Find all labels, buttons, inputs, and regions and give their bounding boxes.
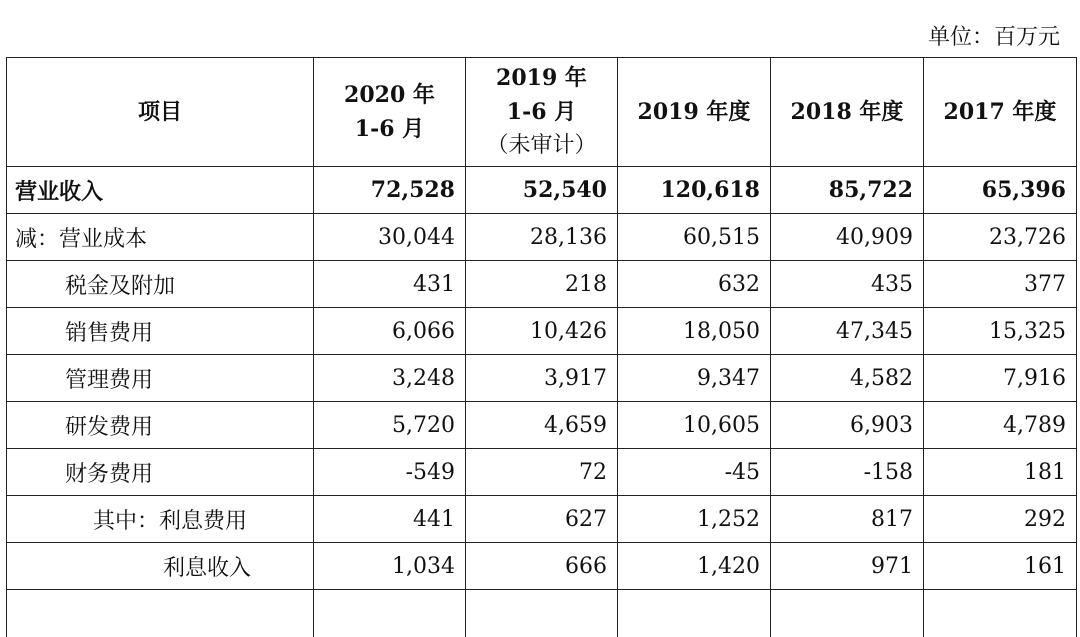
- header-2019: 2019 年度: [618, 58, 771, 167]
- empty-cell: [771, 590, 924, 637]
- cell-value: 10,426: [466, 308, 618, 355]
- empty-cell: [618, 590, 771, 637]
- cell-value: 5,720: [314, 402, 466, 449]
- cell-value: 4,659: [466, 402, 618, 449]
- cell-value: 52,540: [466, 167, 618, 214]
- cell-value: 60,515: [618, 214, 771, 261]
- cell-value: 65,396: [924, 167, 1077, 214]
- cell-value: 72: [466, 449, 618, 496]
- header-line: （未审计）: [486, 133, 597, 158]
- header-line: 2019 年: [496, 65, 587, 91]
- cell-value: 431: [314, 261, 466, 308]
- cell-value: -158: [771, 449, 924, 496]
- header-row: [7, 58, 1077, 167]
- cell-value: 28,136: [466, 214, 618, 261]
- cell-value: 817: [771, 496, 924, 543]
- cell-value: 72,528: [314, 167, 466, 214]
- cell-value: 23,726: [924, 214, 1077, 261]
- row-label: 减：营业成本: [7, 214, 314, 261]
- header-item: 项目: [7, 58, 314, 167]
- header-2020-h1: [314, 58, 466, 167]
- cell-value: 3,917: [466, 355, 618, 402]
- cell-value: 161: [924, 543, 1077, 590]
- table-row-partial: [7, 590, 1077, 637]
- cell-value: 10,605: [618, 402, 771, 449]
- empty-cell: [466, 590, 618, 637]
- cell-value: 6,903: [771, 402, 924, 449]
- empty-cell: [7, 590, 314, 637]
- cell-value: 4,582: [771, 355, 924, 402]
- row-label: 税金及附加: [7, 261, 314, 308]
- empty-cell: [924, 590, 1077, 637]
- cell-value: 1,420: [618, 543, 771, 590]
- header-2019-h1: [466, 58, 618, 167]
- cell-value: 85,722: [771, 167, 924, 214]
- empty-cell: [314, 590, 466, 637]
- cell-value: 47,345: [771, 308, 924, 355]
- header-line: 2020 年: [344, 82, 435, 108]
- row-label: 销售费用: [7, 308, 314, 355]
- cell-value: 1,034: [314, 543, 466, 590]
- table-row: [7, 308, 1077, 355]
- cell-value: 40,909: [771, 214, 924, 261]
- row-label: 其中：利息费用: [7, 496, 314, 543]
- cell-value: -45: [618, 449, 771, 496]
- cell-value: 18,050: [618, 308, 771, 355]
- header-line: 1-6 月: [354, 116, 425, 142]
- cell-value: 120,618: [618, 167, 771, 214]
- cell-value: 435: [771, 261, 924, 308]
- row-label: 管理费用: [7, 355, 314, 402]
- table-row: [7, 261, 1077, 308]
- cell-value: -549: [314, 449, 466, 496]
- cell-value: 15,325: [924, 308, 1077, 355]
- cell-value: 1,252: [618, 496, 771, 543]
- table-row: [7, 543, 1077, 590]
- cell-value: 6,066: [314, 308, 466, 355]
- cell-value: 971: [771, 543, 924, 590]
- table-row: [7, 214, 1077, 261]
- unit-label: 单位：百万元: [927, 25, 1060, 50]
- row-label: 财务费用: [7, 449, 314, 496]
- row-label: 利息收入: [7, 543, 314, 590]
- cell-value: 377: [924, 261, 1077, 308]
- table-row: [7, 496, 1077, 543]
- cell-value: 632: [618, 261, 771, 308]
- cell-value: 30,044: [314, 214, 466, 261]
- cell-value: 9,347: [618, 355, 771, 402]
- cell-value: 292: [924, 496, 1077, 543]
- cell-value: 7,916: [924, 355, 1077, 402]
- income-statement-table: [6, 57, 1077, 637]
- header-line: 1-6 月: [506, 99, 577, 125]
- table-row: [7, 402, 1077, 449]
- cell-value: 627: [466, 496, 618, 543]
- table-row: [7, 355, 1077, 402]
- cell-value: 218: [466, 261, 618, 308]
- cell-value: 181: [924, 449, 1077, 496]
- header-2017: 2017 年度: [924, 58, 1077, 167]
- row-label: 营业收入: [7, 167, 314, 214]
- cell-value: 3,248: [314, 355, 466, 402]
- row-label: 研发费用: [7, 402, 314, 449]
- cell-value: 4,789: [924, 402, 1077, 449]
- header-2018: 2018 年度: [771, 58, 924, 167]
- cell-value: 441: [314, 496, 466, 543]
- cell-value: 666: [466, 543, 618, 590]
- table-row: [7, 449, 1077, 496]
- table-row: [7, 167, 1077, 214]
